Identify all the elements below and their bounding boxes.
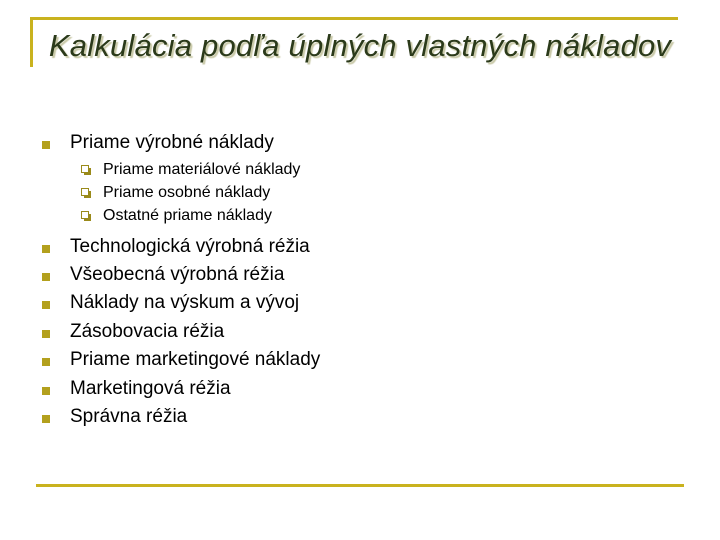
list-item-label: Správna réžia — [70, 406, 188, 427]
list-item-label: Všeobecná výrobná réžia — [70, 264, 285, 285]
list-item-label: Marketingová réžia — [70, 378, 231, 399]
checkbox-bullet-icon — [81, 165, 89, 173]
list-item-label: Priame výrobné náklady — [70, 132, 274, 153]
square-bullet-icon — [42, 415, 50, 423]
square-bullet-icon — [42, 358, 50, 366]
square-bullet-icon — [42, 245, 50, 253]
list-item-label: Náklady na výskum a vývoj — [70, 292, 300, 313]
list-item-label: Priame marketingové náklady — [70, 349, 321, 370]
square-bullet-icon — [42, 273, 50, 281]
checkbox-bullet-icon — [81, 188, 89, 196]
sub-list-item-label: Priame osobné náklady — [103, 184, 271, 201]
square-bullet-icon — [42, 330, 50, 338]
slide-title: Kalkulácia podľa úplných vlastných nákladov — [48, 28, 672, 63]
list-item-label: Technologická výrobná réžia — [70, 236, 310, 257]
square-bullet-icon — [42, 387, 50, 395]
list-item-label: Zásobovacia réžia — [70, 321, 225, 342]
sub-list-item-label: Ostatné priame náklady — [103, 207, 272, 224]
square-bullet-icon — [42, 301, 50, 309]
checkbox-bullet-icon — [81, 211, 89, 219]
square-bullet-icon — [42, 141, 50, 149]
sub-list-item-label: Priame materiálové náklady — [103, 161, 301, 178]
